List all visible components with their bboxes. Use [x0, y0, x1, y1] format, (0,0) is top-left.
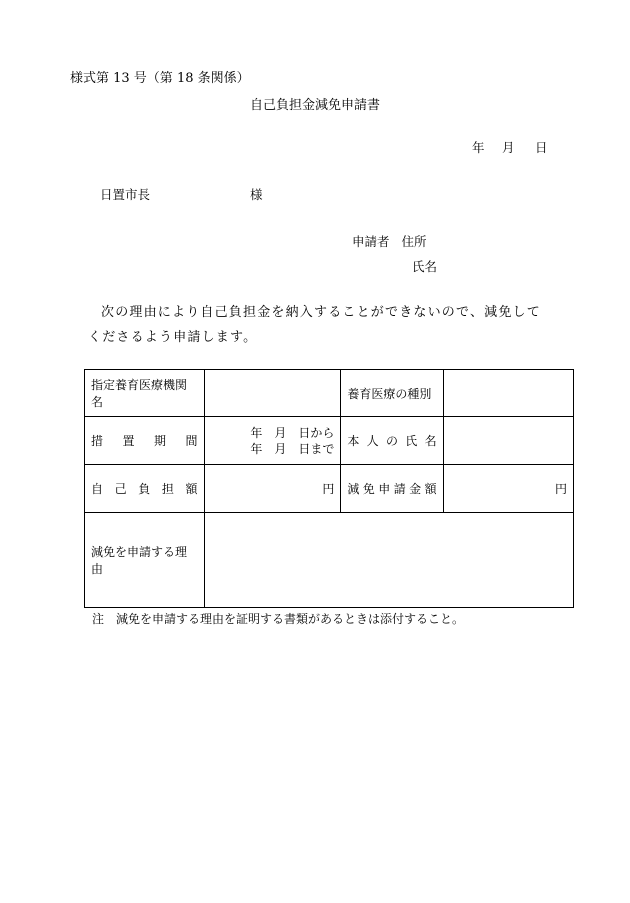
addressee-honorific: 様 [250, 187, 263, 202]
table-row [85, 513, 574, 608]
person-name-field[interactable] [443, 417, 573, 465]
care-type-label: 養育医療の種別 [341, 370, 443, 417]
addressee-name: 日置市長 [100, 187, 151, 202]
self-pay-field[interactable] [204, 465, 341, 513]
request-statement-line2: くださるよう申請します。 [88, 330, 258, 345]
request-statement-line1: 次の理由により自己負担金を納入することができないので、減免して [101, 305, 541, 320]
exemption-amount-label: 減免申請金額 [341, 465, 443, 513]
date-month: 月 [502, 140, 515, 155]
person-name-label: 本人の氏名 [341, 417, 443, 465]
date-day: 日 [535, 140, 548, 155]
footnote: 注 減免を申請する理由を証明する書類があるときは添付すること。 [92, 612, 465, 626]
self-pay-label: 自己負担額 [85, 465, 205, 513]
date-year: 年 [472, 140, 485, 155]
institution-label: 指定養育医療機関名 [85, 370, 205, 417]
period-label: 措置期間 [85, 417, 205, 465]
application-table [84, 369, 574, 608]
period-field[interactable] [204, 417, 341, 465]
self-pay-unit: 円 [322, 482, 335, 496]
period-from: 年 月 日から [250, 425, 335, 440]
applicant-label: 申請者 [352, 234, 390, 249]
address-label: 住所 [401, 234, 427, 249]
exemption-amount-field[interactable] [443, 465, 573, 513]
document-title: 自己負担金減免申請書 [249, 98, 380, 113]
table-row [85, 465, 574, 513]
applicant-address-line [352, 232, 427, 250]
reason-label: 減免を申請する理由 [85, 513, 205, 608]
addressee [100, 185, 263, 203]
care-type-field[interactable] [443, 370, 573, 417]
request-statement [88, 300, 568, 350]
reason-field[interactable] [204, 513, 573, 608]
exemption-amount-unit: 円 [554, 482, 567, 496]
period-to: 年 月 日まで [250, 441, 335, 456]
table-row [85, 370, 574, 417]
institution-field[interactable] [204, 370, 341, 417]
applicant-name-label: 氏名 [412, 259, 438, 274]
form-number: 様式第 13 号（第 18 条関係） [70, 71, 250, 86]
table-row [85, 417, 574, 465]
date-line [472, 138, 548, 156]
